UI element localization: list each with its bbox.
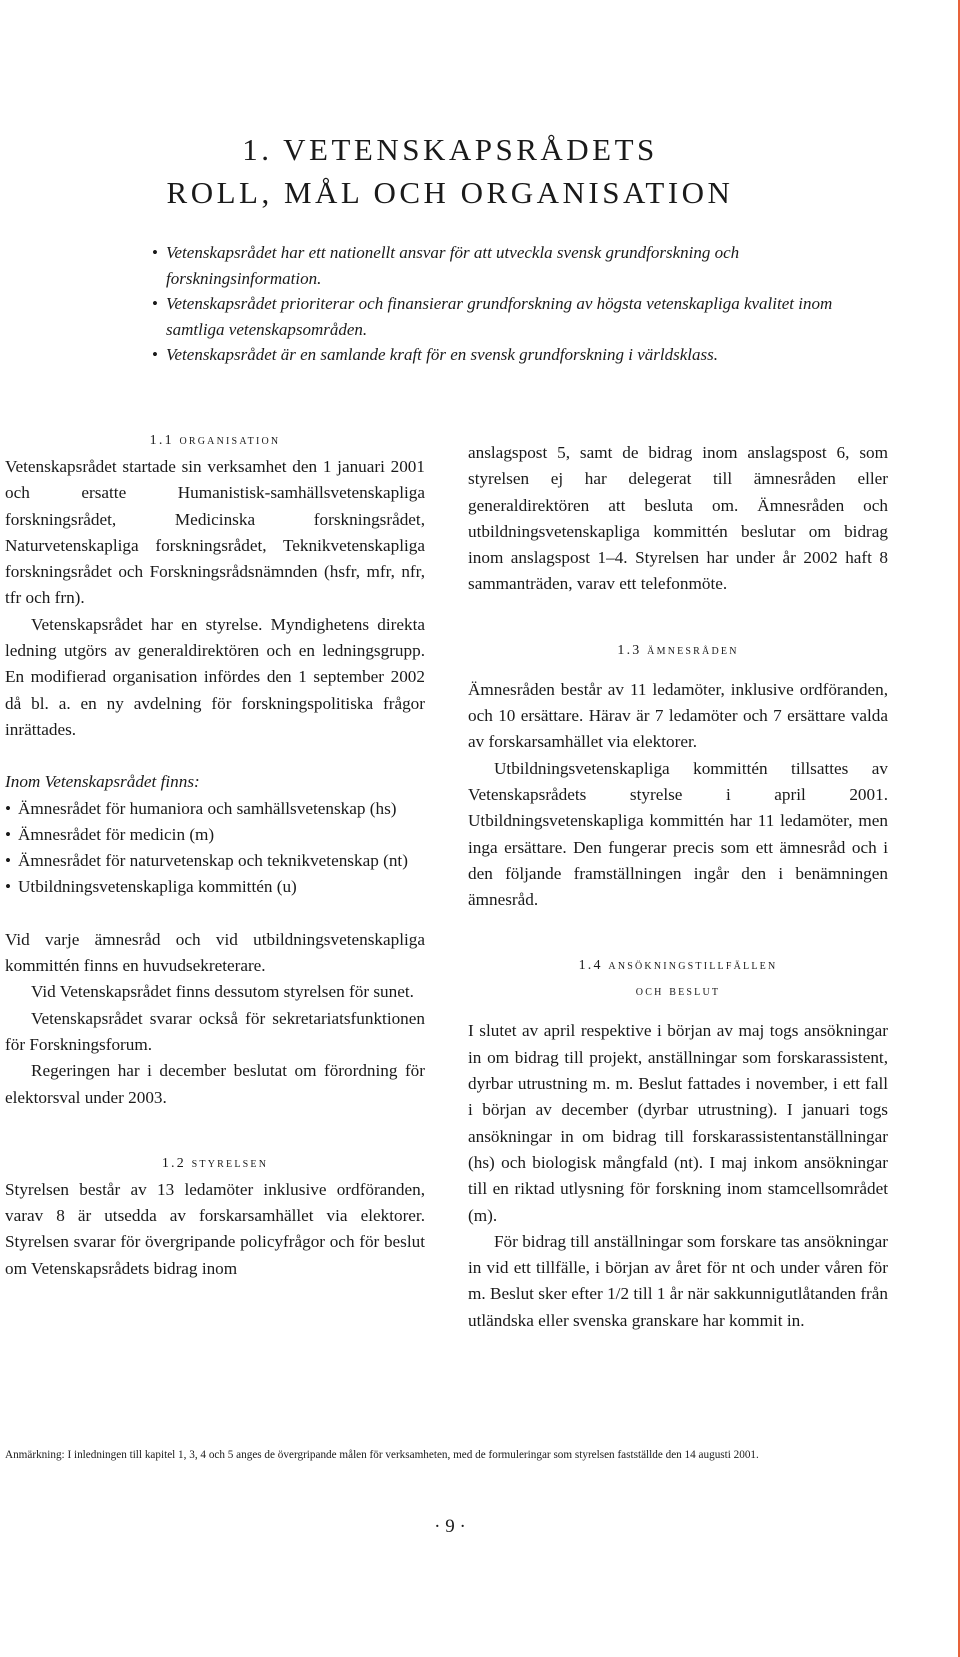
units-list: [5, 796, 425, 901]
unit-item: • Ämnesrådet för medicin (m): [5, 822, 425, 848]
section-heading-styrelsen: 1.2 styrelsen: [161, 1155, 269, 1171]
ansokning-paragraph-2: För bidrag till anställningar som forskare tas ansökningar in vid ett tillfälle, i början av året för nt och under våren för m. Beslut sker efter 1/2 till 1 år när sakkunnigutlåtanden från utländska eller svenska granskare har kommit in.: [468, 1231, 888, 1330]
unit-item: • Ämnesrådet för naturvetenskap och teknikvetenskap (nt): [5, 848, 425, 874]
right-column: [468, 440, 888, 1334]
section-heading-amnesraden: 1.3 ämnesråden: [617, 642, 739, 658]
organisation-paragraph-3: Vid varje ämnesråd och vid utbildningsvetenskapliga kommittén finns en huvudsekreterare.: [5, 929, 425, 976]
amnesraden-paragraph-2: Utbildningsvetenskapliga kommittén tillsattes av Vetenskapsrådets styrelse i april 2001. Utbildningsvetenskapliga kommittén har 11 ledamöter, men inga ersättare. Den fungerar precis som ett ämnesråd och i den följande framställningen ingår den i benämningen ämnesråd.: [468, 758, 888, 910]
chapter-title-line-1: 1. VETENSKAPSRÅDETS: [242, 132, 658, 167]
styrelsen-paragraph-1-continued: anslagspost 5, samt de bidrag inom anslagspost 6, som styrelsen ej har delegerat till ämnesråden eller generaldirektören att besluta om. Ämnesråden och utbildningsvetenskapliga kommittén beslutar om bidrag inom anslagspost 1–4. Styrelsen har under år 2002 haft 8 sammanträden, varav ett telefonmöte.: [468, 443, 888, 594]
organisation-paragraph-1: Vetenskapsrådet startade sin verksamhet den 1 januari 2001 och ersatte Humanistisk-samhällsvetenskapliga forskningsrådet, Medicinska forskningsrådet, Naturvetenskapliga forskningsrådet, Teknikvetenskapliga forskningsrådet och Forskningsrådsnämnden (hsfr, mfr, nfr, tfr och frn).: [5, 457, 425, 608]
section-heading-organisation: 1.1 organisation: [149, 433, 281, 448]
styrelsen-paragraph-1: Styrelsen består av 13 ledamöter inklusive ordföranden, varav 8 är utsedda av forskarsamhället via elektorer. Styrelsen svarar för övergripande policyfrågor och för beslut om Vetenskapsrådets bidrag inom: [5, 1179, 425, 1278]
section-heading-ansokning-line-1: 1.4 ansökningstillfällen: [578, 958, 778, 974]
units-heading: Inom Vetenskapsrådet finns:: [5, 772, 200, 792]
ansokning-paragraph-1: I slutet av april respektive i början av maj togs ansökningar in om bidrag till projekt, anställningar som forskarassistent, dyrbar utrustning m. m. Beslut fattades i november, i ett fall i början av december (dyrbar utrustning). I januari togs ansökningar in om bidrag till forskarassistentanställningar (hs) och biologisk mångfald (nt). I maj inkom ansökningar till en riktad utlysning för forskning inom stamcellsområdet (m).: [468, 1021, 888, 1225]
footnote: Anmärkning: I inledningen till kapitel 1, 3, 4 och 5 anges de övergripande målen för verksamheten, med de formuleringar som styrelsen fastställde den 14 augusti 2001.: [5, 1449, 759, 1461]
organisation-paragraph-6: Regeringen har i december beslutat om förordning för elektorsval under 2003.: [5, 1061, 425, 1107]
unit-item: • Utbildningsvetenskapliga kommittén (u): [5, 874, 425, 900]
organisation-paragraph-5: Vetenskapsrådet svarar också för sekretariatsfunktionen för Forskningsforum.: [5, 1008, 425, 1054]
unit-item: • Ämnesrådet för humaniora och samhällsvetenskap (hs): [5, 796, 425, 822]
amnesraden-paragraph-1: Ämnesråden består av 11 ledamöter, inklusive ordföranden, och 10 ersättare. Härav är 7 ledamöter och 7 ersättare valda av forskarsamhället via elektorer.: [468, 679, 888, 752]
chapter-goals-list: [152, 240, 872, 368]
chapter-title-line-2: ROLL, MÅL OCH ORGANISATION: [166, 175, 734, 210]
goal-item: • Vetenskapsrådet har ett nationellt ansvar för att utveckla svensk grundforskning och forskningsinformation.: [152, 240, 872, 291]
section-heading-ansokning-line-2: och beslut: [635, 984, 721, 1000]
page-number: · 9 ·: [434, 1516, 466, 1537]
organisation-paragraph-4: Vid Vetenskapsrådet finns dessutom styrelsen för sunet.: [31, 982, 414, 1002]
goal-item: • Vetenskapsrådet är en samlande kraft för en svensk grundforskning i världsklass.: [152, 342, 872, 368]
organisation-paragraph-2: Vetenskapsrådet har en styrelse. Myndighetens direkta ledning utgörs av generaldirektören och en ledningsgrupp. En modifierad organisation infördes den 1 september 2002 då bl. a. en ny avdelning för forskningspolitiska frågor inrättades.: [5, 614, 425, 739]
left-column: [5, 428, 425, 1282]
section-heading-ansokning: [468, 953, 888, 1005]
goal-item: • Vetenskapsrådet prioriterar och finansierar grundforskning av högsta vetenskapliga kvalitet inom samtliga vetenskapsområden.: [152, 291, 872, 342]
chapter-title: [0, 128, 900, 214]
